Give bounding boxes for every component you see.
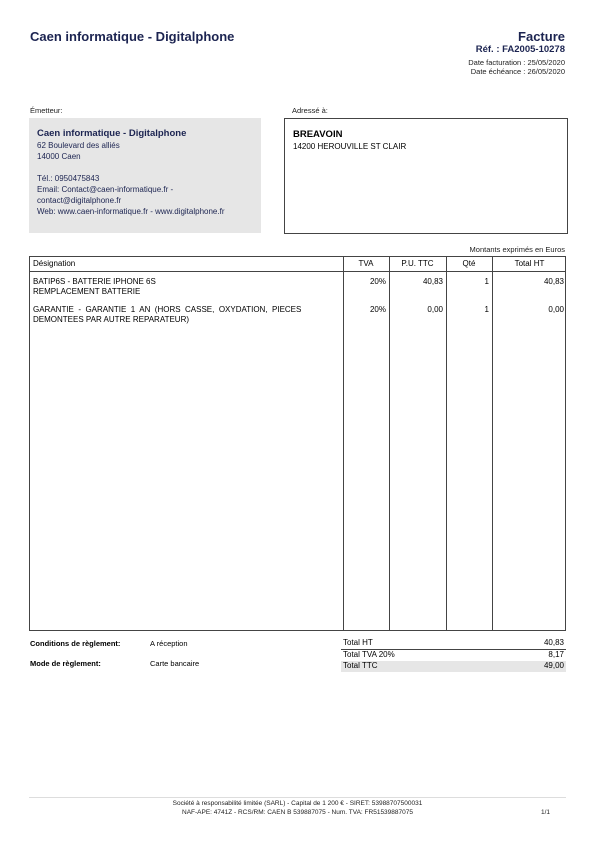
designation-line: DEMONTEES PAR AUTRE REPARATEUR) — [33, 315, 190, 324]
designation-line: BATIP6S - BATTERIE IPHONE 6S — [33, 277, 156, 286]
emetteur-email: Email: Contact@caen-informatique.fr - — [37, 185, 174, 194]
cell-tva: 20% — [369, 277, 386, 286]
emetteur-web: Web: www.caen-informatique.fr - www.digitalphone.fr — [37, 207, 225, 216]
header-qte: Qté — [462, 259, 476, 268]
total-label: Total TTC — [343, 661, 378, 670]
page-number: 1/1 — [540, 809, 550, 816]
table-row — [33, 305, 341, 325]
conditions-label: Conditions de règlement: — [30, 639, 121, 648]
emetteur-email-2: contact@digitalphone.fr — [37, 196, 122, 205]
destinataire-label: Adressé à: — [292, 106, 328, 115]
emetteur-line: 62 Boulevard des alliés — [37, 141, 120, 150]
destinataire-address: 14200 HEROUVILLE ST CLAIR — [293, 142, 407, 151]
total-label: Total HT — [343, 638, 373, 647]
header-tva: TVA — [358, 259, 374, 268]
date-facturation: Date facturation : 25/05/2020 — [468, 58, 565, 67]
header-total-ht: Total HT — [514, 259, 545, 268]
cell-qte: 1 — [484, 277, 489, 286]
total-value: 49,00 — [543, 661, 564, 670]
cell-total-ht: 40,83 — [543, 277, 564, 286]
mode-label: Mode de règlement: — [30, 659, 101, 668]
emetteur-name: Caen informatique - Digitalphone — [37, 128, 187, 139]
total-ttc-row — [341, 661, 566, 672]
invoice-lines-table — [29, 256, 566, 631]
invoice-dates — [468, 58, 565, 76]
total-label: Total TVA 20% — [343, 650, 395, 659]
cell-pu-ttc: 40,83 — [422, 277, 443, 286]
cell-qte: 1 — [484, 305, 489, 314]
table-row — [33, 277, 341, 297]
currency-note: Montants exprimés en Euros — [469, 245, 565, 254]
destinataire-name: BREAVOIN — [293, 129, 343, 140]
designation-line: REMPLACEMENT BATTERIE — [33, 287, 141, 296]
footer-legal-2: NAF-APE: 4741Z - RCS/RM: CAEN B 539887075 - Num. TVA: FR51539887075 — [182, 809, 413, 816]
emetteur-label: Émetteur: — [30, 106, 63, 115]
header-pu-ttc: P.U. TTC — [401, 259, 434, 268]
footer-divider — [29, 797, 566, 798]
company-name: Caen informatique - Digitalphone — [30, 29, 235, 44]
emetteur-phone: Tél.: 0950475843 — [37, 174, 100, 183]
conditions-value: A réception — [150, 639, 188, 648]
destinataire-box — [284, 118, 568, 234]
mode-value: Carte bancaire — [150, 659, 200, 668]
date-echeance: Date échéance : 26/05/2020 — [470, 67, 565, 76]
total-value: 8,17 — [548, 650, 564, 659]
total-value: 40,83 — [543, 638, 564, 647]
total-ht-row — [341, 638, 566, 649]
cell-tva: 20% — [369, 305, 386, 314]
emetteur-line: 14000 Caen — [37, 152, 81, 161]
cell-pu-ttc: 0,00 — [427, 305, 443, 314]
header-designation: Désignation — [33, 259, 76, 268]
invoice-reference: Réf. : FA2005-10278 — [475, 44, 565, 55]
total-tva-row — [341, 650, 566, 661]
cell-total-ht: 0,00 — [548, 305, 564, 314]
emetteur-box — [29, 118, 261, 233]
designation-line: GARANTIE - GARANTIE 1 AN (HORS CASSE, OXYDATION, PIECES — [33, 305, 302, 314]
footer-legal-1: Société à responsabilité limitée (SARL) - Capital de 1 200 € - SIRET: 53988707500031 — [172, 800, 423, 807]
document-title: Facture — [518, 29, 565, 44]
